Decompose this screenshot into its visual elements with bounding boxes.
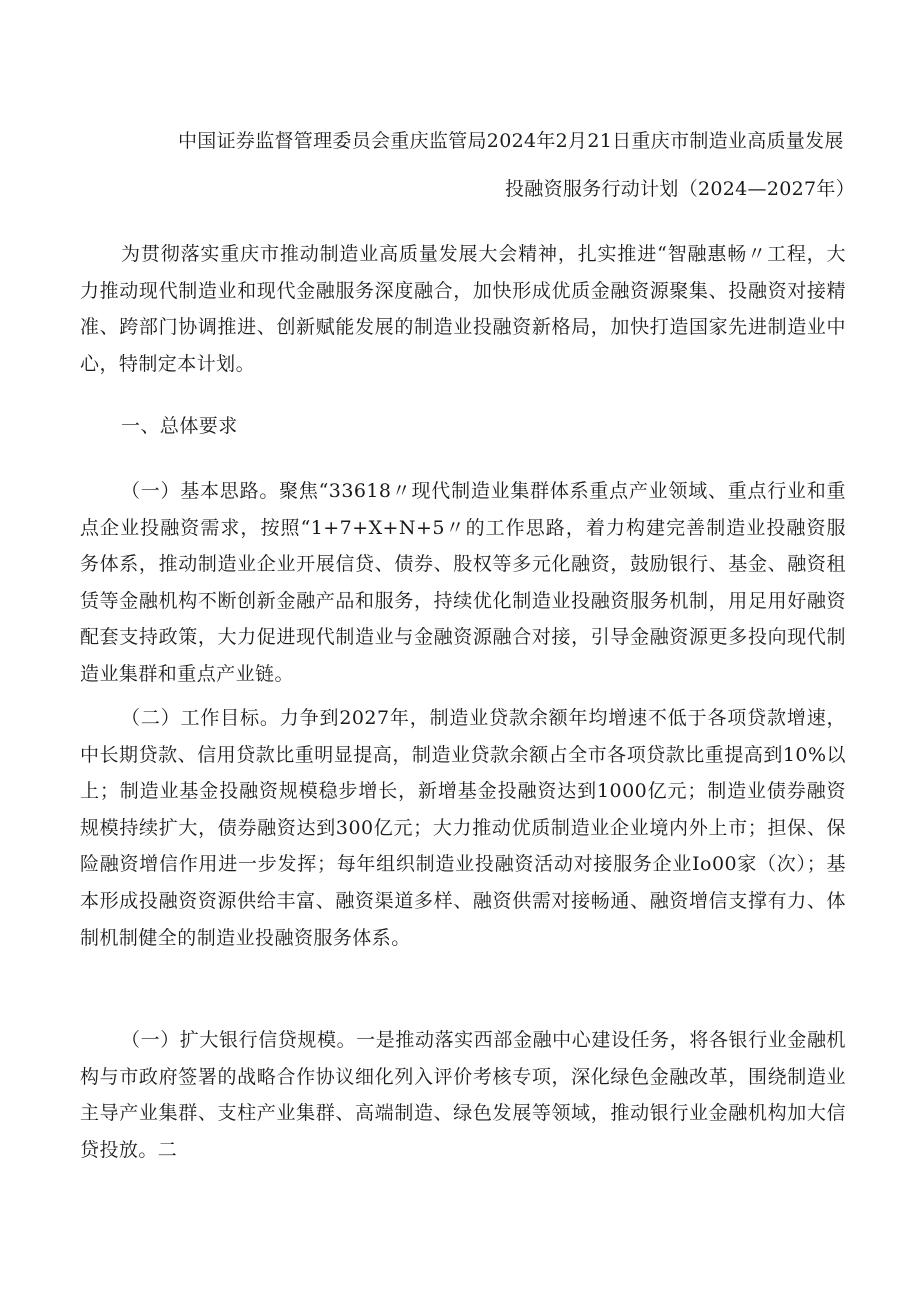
- intro-paragraph: 为贯彻落实重庆市推动制造业高质量发展大会精神，扎实推进“智融惠畅〃工程，大力推动现代制造业和现代金融服务深度融合，加快形成优质金融资源聚集、投融资对接精准、跨部门协调推进、创新赋能发展的制造业投融资新格局，加快打造国家先进制造业中心，特制定本计划。: [80, 243, 846, 375]
- bank-credit-paragraph: （一）扩大银行信贷规模。一是推动落实西部金融中心建设任务，将各银行业金融机构与市政府签署的战略合作协议细化列入评价考核专项，深化绿色金融改革，围绕制造业主导产业集群、支柱产业集群、高端制造、绿色发展等领域，推动银行业金融机构加大信贷投放。二: [80, 1029, 846, 1161]
- section-heading-general-requirements: 一、总体要求: [121, 415, 238, 437]
- basic-approach-paragraph: （一）基本思路。聚焦“33618〃现代制造业集群体系重点产业领域、重点行业和重点企业投融资需求，按照“1+7+X+N+5〃的工作思路，着力构建完善制造业投融资服务体系，推动制造业企业开展信贷、债券、股权等多元化融资，鼓励银行、基金、融资租赁等金融机构不断创新金融产品和服务，持续优化制造业投融资服务机制，用足用好融资配套支持政策，大力促进现代制造业与金融资源融合对接，引导金融资源更多投向现代制造业集群和重点产业链。: [80, 480, 846, 685]
- document-title-line-1: 中国证券监督管理委员会重庆监管局2024年2月21日重庆市制造业高质量发展: [178, 130, 844, 152]
- document-title-line-2: 投融资服务行动计划（2024—2027年）: [505, 178, 856, 200]
- work-goals-paragraph: （二）工作目标。力争到2027年，制造业贷款余额年均增速不低于各项贷款增速，中长期贷款、信用贷款比重明显提高，制造业贷款余额占全市各项贷款比重提高到10%以上；制造业基金投融资规模稳步增长，新增基金投融资达到1000亿元；制造业债券融资规模持续扩大，债券融资达到300亿元；大力推动优质制造业企业境内外上市；担保、保险融资增信作用进一步发挥；每年组织制造业投融资活动对接服务企业Io00家（次）；基本形成投融资资源供给丰富、融资渠道多样、融资供需对接畅通、融资增信支撑有力、体制机制健全的制造业投融资服务体系。: [80, 707, 846, 949]
